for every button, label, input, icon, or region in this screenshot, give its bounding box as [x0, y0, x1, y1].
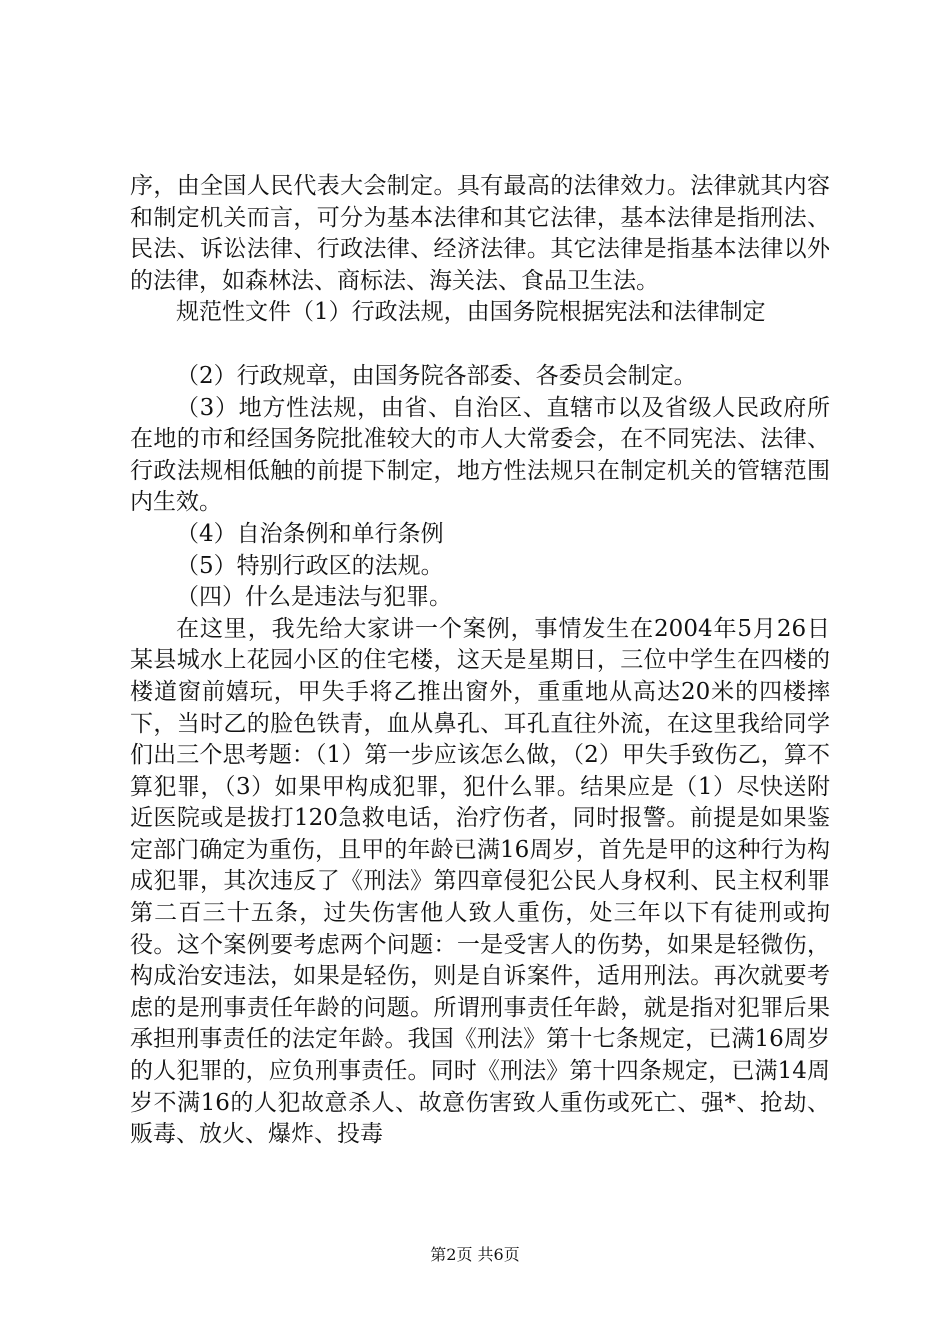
paragraph-normative-documents: 规范性文件（1）行政法规，由国务院根据宪法和法律制定 [176, 299, 766, 326]
document-body [130, 171, 830, 1151]
section-heading-crime: （四）什么是违法与犯罪。 [176, 584, 452, 611]
paragraph-law-categories: 序，由全国人民代表大会制定。具有最高的法律效力。法律就其内容和制定机关而言，可分为基本法律和其它法律，基本法律是指刑法、民法、诉讼法律、行政法律、经济法律。其它法律是指基本法律以外的法律，如森林法、商标法、海关法、食品卫生法。 [130, 173, 830, 294]
paragraph-special-region-regulations: （5）特别行政区的法规。 [176, 552, 444, 579]
page-number-footer: 第2页 共6页 [430, 1245, 520, 1264]
paragraph-local-regulations: （3）地方性法规，由省、自治区、直辖市以及省级人民政府所在地的市和经国务院批准较大的市人大常委会，在不同宪法、法律、行政法规相低触的前提下制定，地方性法规只在制定机关的管辖范围内生效。 [130, 394, 830, 516]
paragraph-autonomous-regulations: （4）自治条例和单行条例 [176, 520, 444, 547]
paragraph-case-study: 在这里，我先给大家讲一个案例，事情发生在2004年5月26日某县城水上花园小区的住宅楼，这天是星期日，三位中学生在四楼的楼道窗前嬉玩，甲失手将乙推出窗外，重重地从高达20米的四楼摔下，当时乙的脸色铁青，血从鼻孔、耳孔直往外流，在这里我给同学们出三个思考题：（1）第一步应该怎么做，（2）甲失手致伤乙，算不算犯罪，（3）如果甲构成犯罪，犯什么罪。结果应是（1）尽快送附近医院或是拔打120急救电话，治疗伤者，同时报警。前提是如果鉴定部门确定为重伤，且甲的年龄已满16周岁，首先是甲的这种行为构成犯罪，其次违反了《刑法》第四章侵犯公民人身权利、民主权利罪第二百三十五条，过失伤害他人致人重伤，处三年以下有徒刑或拘役。这个案例要考虑两个问题：一是受害人的伤势，如果是轻微伤，构成治安违法，如果是轻伤，则是自诉案件，适用刑法。再次就要考虑的是刑事责任年龄的问题。所谓刑事责任年龄，就是指对犯罪后果承担刑事责任的法定年龄。我国《刑法》第十七条规定，已满16周岁的人犯罪的，应负刑事责任。同时《刑法》第十四条规定，已满14周岁不满16的人犯故意杀人、故意伤害致人重伤或死亡、强*、抢劫、贩毒、放火、爆炸、投毒 [130, 615, 830, 1148]
paragraph-administrative-rules: （2）行政规章，由国务院各部委、各委员会制定。 [176, 362, 697, 389]
